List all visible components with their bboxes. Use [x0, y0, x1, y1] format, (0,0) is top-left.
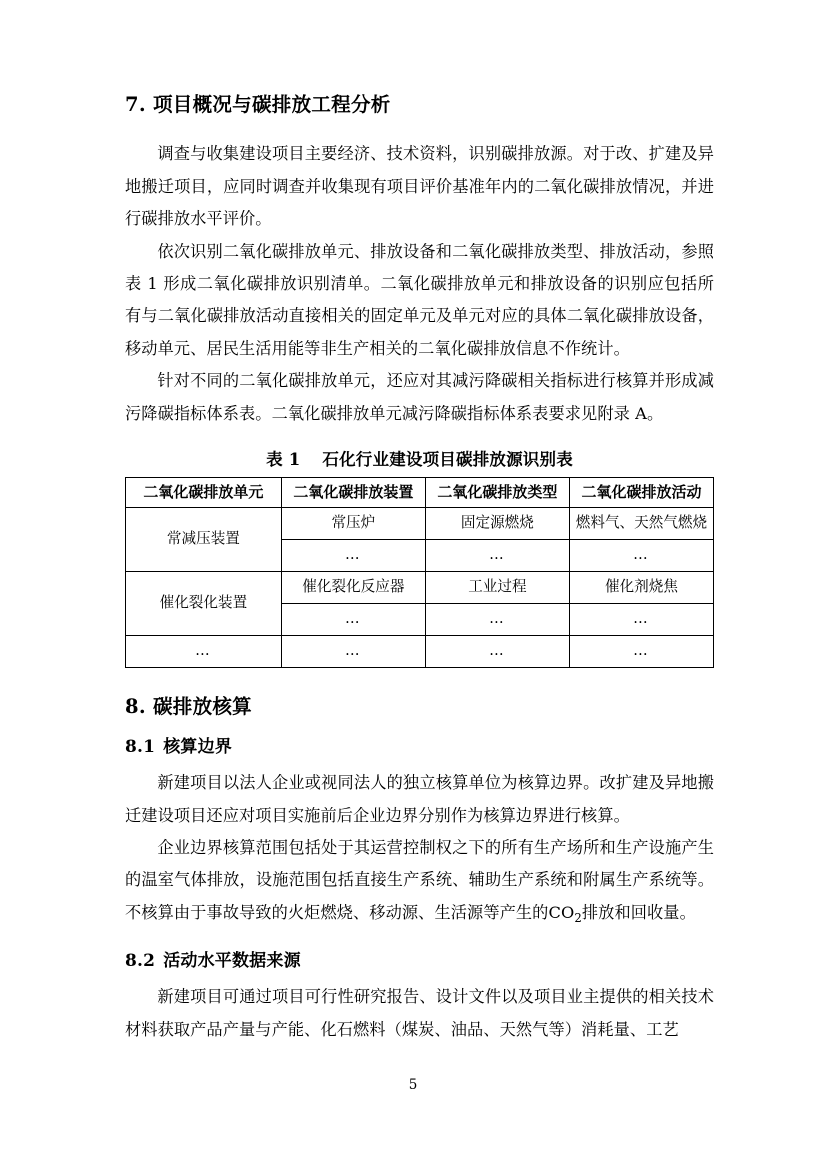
spacer	[125, 668, 714, 694]
table-cell-device: …	[281, 635, 425, 667]
table-cell-type: …	[425, 603, 569, 635]
spacer	[125, 720, 714, 736]
table-cell-activity: 催化剂烧焦	[569, 571, 713, 603]
table-cell-type: 工业过程	[425, 571, 569, 603]
table-row	[126, 635, 714, 667]
carbon-emission-source-table	[125, 477, 714, 668]
section-8-number: 8.	[125, 694, 146, 718]
section-8-1-paragraph-1: 新建项目以法人企业或视同法人的独立核算单位为核算边界。改扩建及异地搬迁建设项目还应对项目实施前后企业边界分别作为核算边界进行核算。	[125, 773, 714, 825]
table-row	[126, 571, 714, 603]
table-cell-activity: …	[569, 539, 713, 571]
page-number: 5	[408, 1077, 418, 1093]
spacer	[125, 934, 714, 950]
table-cell-activity: …	[569, 603, 713, 635]
table-cell-device: …	[281, 603, 425, 635]
section-8-1-number: 8.1	[125, 737, 156, 758]
table-1-caption	[125, 446, 714, 470]
section-8-1-paragraph-2-text: 企业边界核算范围包括处于其运营控制权之下的所有生产场所和生产设施产生的温室气体排放，设施范围包括直接生产系统、辅助生产系统和附属生产系统等。不核算由于事故导致的火炬燃烧、移动源、生活源等产生的	[125, 838, 714, 922]
section-8-2-number: 8.2	[125, 951, 156, 972]
spacer	[125, 759, 714, 767]
section-7-paragraph-1: 调查与收集建设项目主要经济、技术资料，识别碳排放源。对于改、扩建及异地搬迁项目，应同时调查并收集现有项目评价基准年内的二氧化碳排放情况，并进行碳排放水平评价。	[125, 144, 714, 229]
section-8-2-heading	[125, 950, 714, 973]
table-cell-unit: …	[126, 635, 282, 667]
table-cell-device: 常压炉	[281, 507, 425, 539]
table-header-row	[126, 477, 714, 507]
column-header-unit: 二氧化碳排放单元	[126, 477, 282, 507]
table-cell-type: 固定源燃烧	[425, 507, 569, 539]
table-cell-unit: 催化裂化装置	[126, 571, 282, 635]
table-cell-device: 催化裂化反应器	[281, 571, 425, 603]
section-8-title: 碳排放核算	[152, 694, 252, 718]
table-1-caption-number: 表 1	[266, 449, 301, 469]
co2-formula	[548, 902, 582, 926]
table-cell-type: …	[425, 635, 569, 667]
co2-formula-base: CO	[548, 902, 575, 922]
table-cell-unit: 常减压装置	[126, 507, 282, 571]
spacer	[125, 118, 714, 138]
section-8-1-paragraph-2	[125, 832, 714, 934]
co2-formula-subscript: 2	[574, 911, 582, 926]
table-cell-type: …	[425, 539, 569, 571]
section-7-paragraph-2: 依次识别二氧化碳排放单元、排放设备和二氧化碳排放类型、排放活动，参照表 1 形成二氧化碳排放识别清单。二氧化碳排放单元和排放设备的识别应包括所有与二氧化碳排放活动直接相关的固定单元及单元对应的具体二氧化碳排放设备，移动单元、居民生活用能等非生产相关的二氧化碳排放信息不作统计。	[125, 241, 714, 358]
table-cell-device: …	[281, 539, 425, 571]
column-header-activity: 二氧化碳排放活动	[569, 477, 713, 507]
table-cell-activity: 燃料气、天然气燃烧	[569, 507, 713, 539]
section-7-heading	[125, 92, 714, 118]
section-7-title: 项目概况与碳排放工程分析	[152, 93, 391, 116]
column-header-type: 二氧化碳排放类型	[425, 477, 569, 507]
section-8-1-heading	[125, 736, 714, 759]
spacer	[125, 973, 714, 981]
section-8-2-paragraph-1: 新建项目可通过项目可行性研究报告、设计文件以及项目业主提供的相关技术材料获取产品产量与产能、化石燃料（煤炭、油品、天然气等）消耗量、工艺	[125, 987, 714, 1039]
section-8-1-paragraph-2-tail: 排放和回收量。	[581, 902, 696, 922]
section-8-2-title: 活动水平数据来源	[163, 951, 301, 972]
section-8-1-title: 核算边界	[163, 737, 232, 758]
table-cell-activity: …	[569, 635, 713, 667]
column-header-device: 二氧化碳排放装置	[281, 477, 425, 507]
table-row	[126, 507, 714, 539]
section-8-heading	[125, 694, 714, 720]
table-1-caption-title: 石化行业建设项目碳排放源识别表	[322, 449, 573, 469]
section-7-paragraph-3: 针对不同的二氧化碳排放单元，还应对其减污降碳相关指标进行核算并形成减污降碳指标体系表。二氧化碳排放单元减污降碳指标体系表要求见附录 A。	[125, 371, 714, 423]
section-7-number: 7.	[125, 93, 146, 116]
